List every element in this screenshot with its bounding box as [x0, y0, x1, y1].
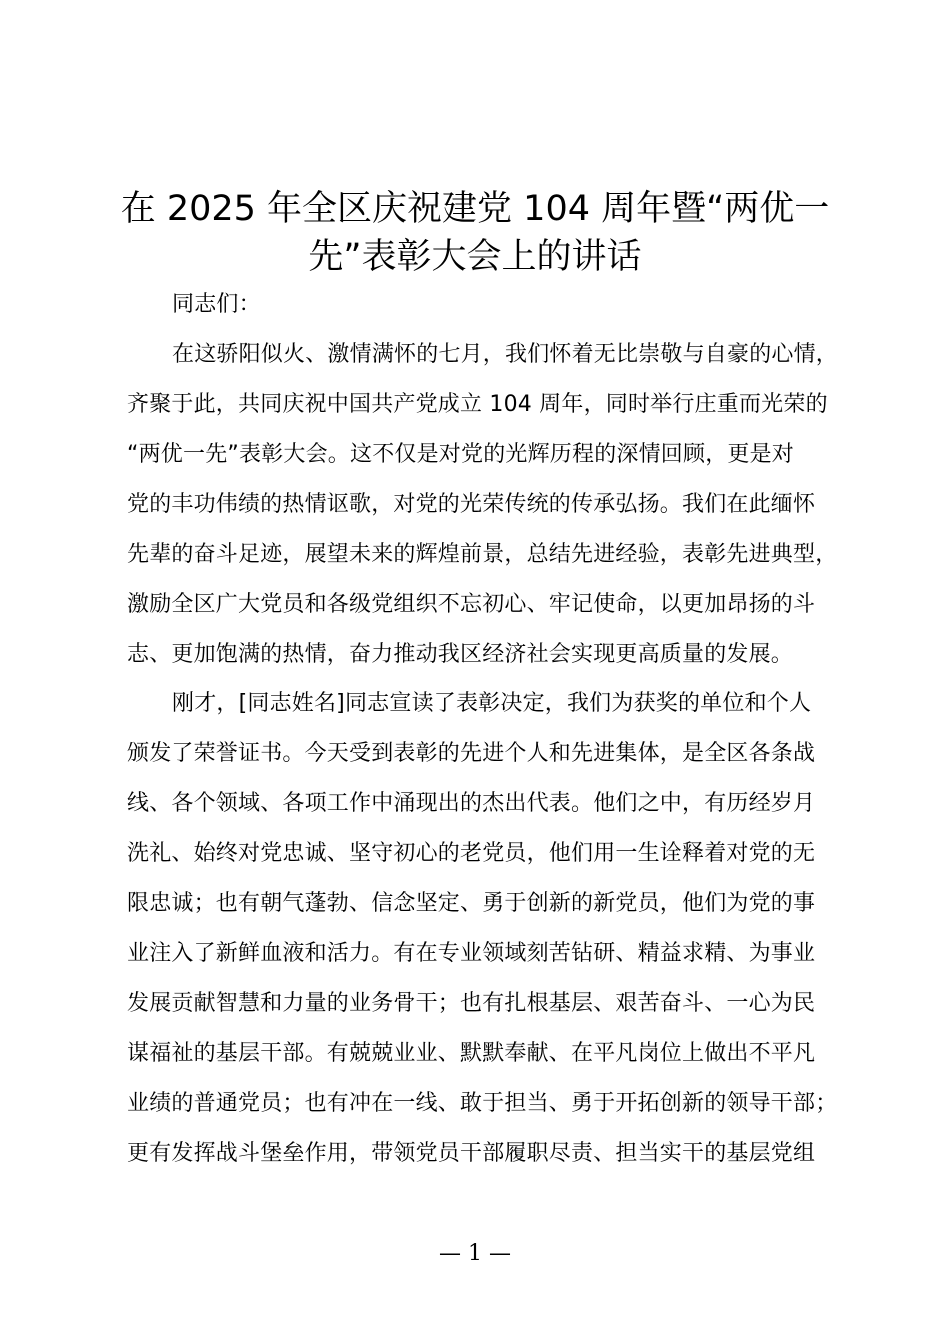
body-line: 刚才，[同志姓名]同志宣读了表彰决定，我们为获奖的单位和个人: [172, 691, 812, 716]
body-line: 发展贡献智慧和力量的业务骨干；也有扎根基层、艰苦奋斗、一心为民: [127, 991, 816, 1016]
body-line: 激励全区广大党员和各级党组织不忘初心、牢记使命，以更加昂扬的斗: [127, 592, 816, 617]
salutation: 同志们：: [172, 292, 261, 317]
body-line: 洗礼、始终对党忠诚、坚守初心的老党员，他们用一生诠释着对党的无: [127, 841, 816, 866]
body-line: 业绩的普通党员；也有冲在一线、敢于担当、勇于开拓创新的领导干部；: [127, 1091, 838, 1116]
body-line: 先辈的奋斗足迹，展望未来的辉煌前景，总结先进经验，表彰先进典型，: [127, 542, 838, 567]
document-title-line-2: 先”表彰大会上的讲话: [308, 237, 642, 277]
body-line: 颁发了荣誉证书。今天受到表彰的先进个人和先进集体，是全区各条战: [127, 741, 816, 766]
body-line: 更有发挥战斗堡垒作用，带领党员干部履职尽责、担当实干的基层党组: [127, 1141, 816, 1166]
body-line: 在这骄阳似火、激情满怀的七月，我们怀着无比崇敬与自豪的心情，: [172, 342, 839, 367]
body-line: 齐聚于此，共同庆祝中国共产党成立 104 周年，同时举行庄重而光荣的: [127, 392, 828, 417]
body-line: 谋福祉的基层干部。有兢兢业业、默默奉献、在平凡岗位上做出不平凡: [127, 1041, 816, 1066]
document-title-line-1: 在 2025 年全区庆祝建党 104 周年暨“两优一: [120, 189, 830, 229]
body-line: 线、各个领域、各项工作中涌现出的杰出代表。他们之中，有历经岁月: [127, 791, 816, 816]
body-line: “两优一先”表彰大会。这不仅是对党的光辉历程的深情回顾，更是对: [127, 442, 794, 467]
body-line: 党的丰功伟绩的热情讴歌，对党的光荣传统的传承弘扬。我们在此缅怀: [127, 492, 816, 517]
page-number: — 1 —: [439, 1241, 511, 1266]
body-line: 限忠诚；也有朝气蓬勃、信念坚定、勇于创新的新党员，他们为党的事: [127, 891, 816, 916]
body-line: 志、更加饱满的热情，奋力推动我区经济社会实现更高质量的发展。: [127, 642, 794, 667]
body-line: 业注入了新鲜血液和活力。有在专业领域刻苦钻研、精益求精、为事业: [127, 941, 816, 966]
